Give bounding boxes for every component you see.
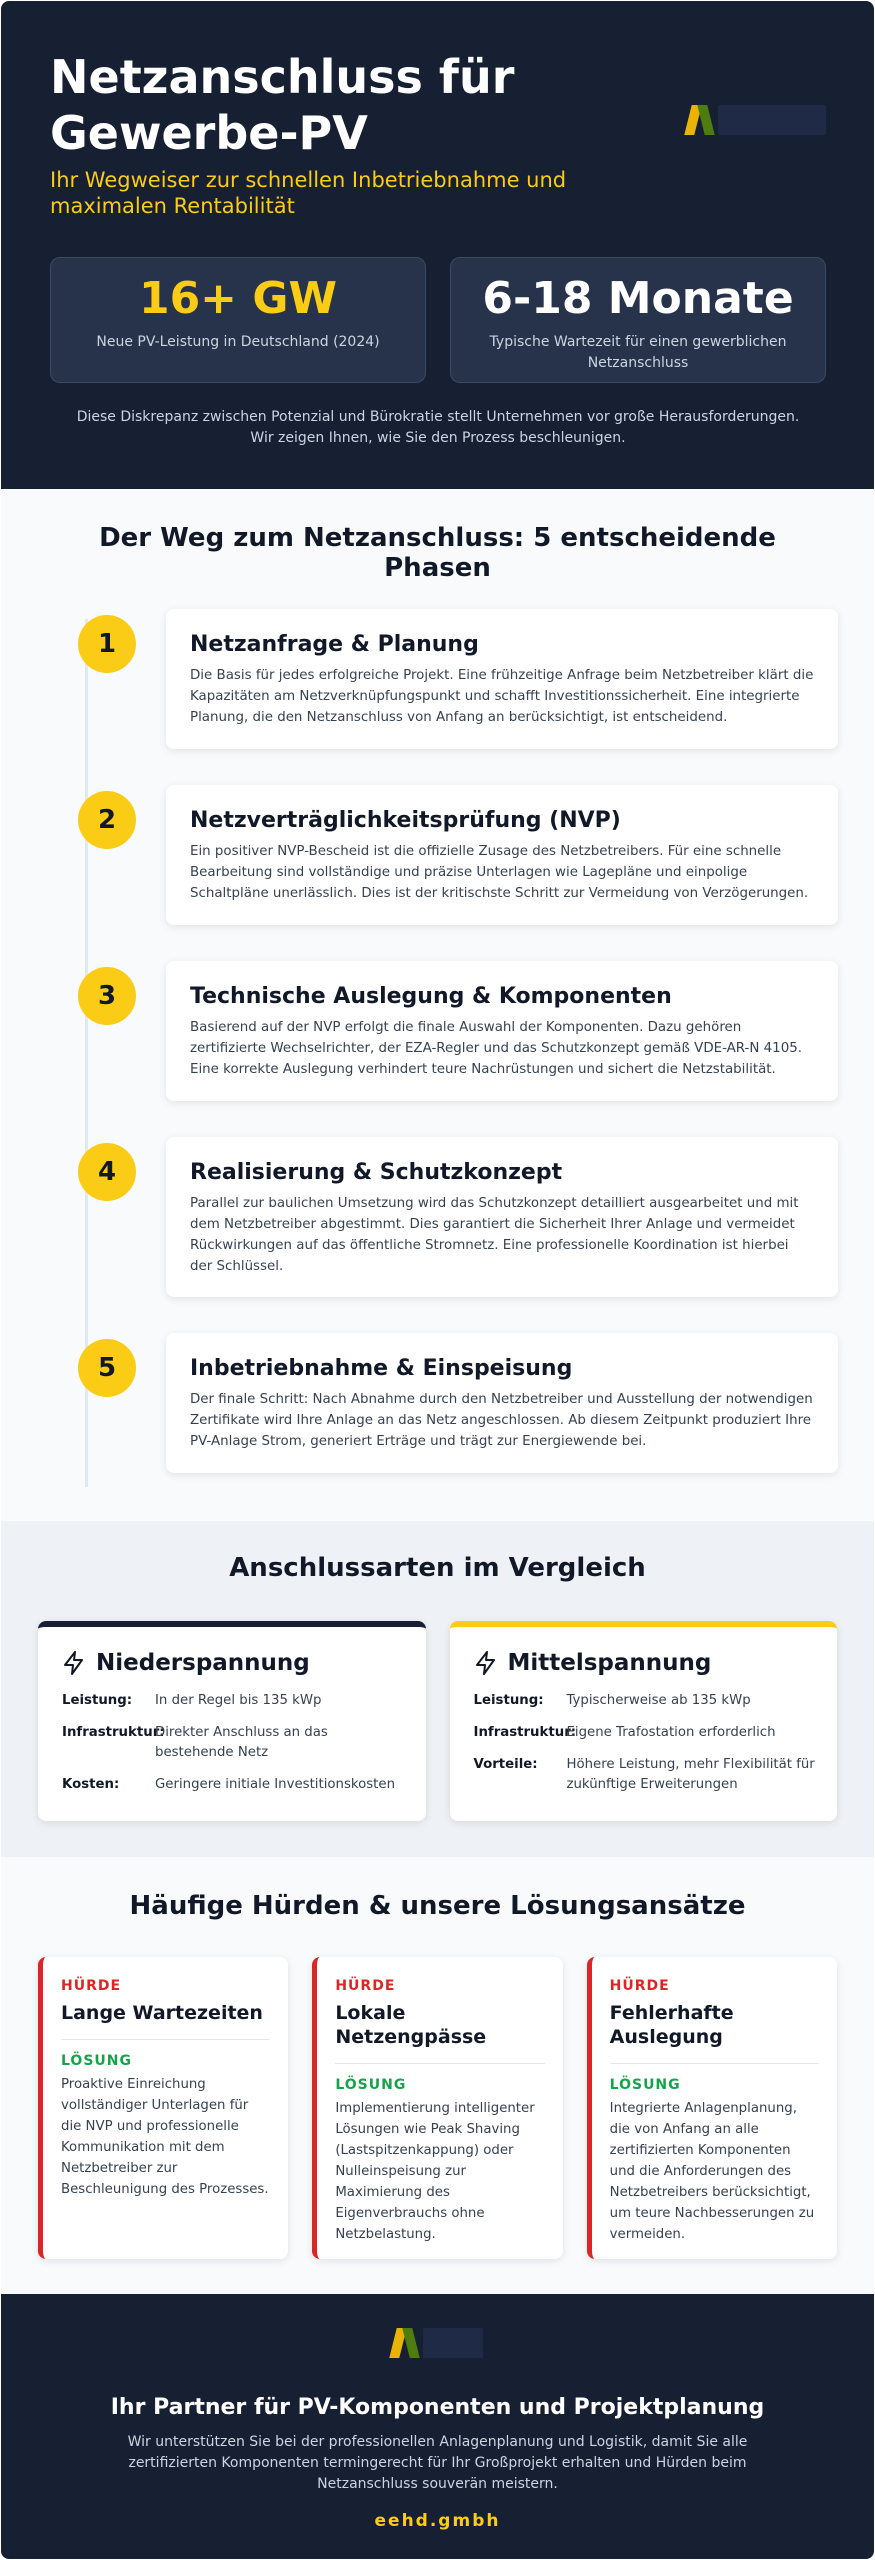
comparison-title: Anschlussarten im Vergleich (229, 1553, 646, 1583)
row-value: Typischerweise ab 135 kWp (566, 1693, 751, 1708)
phase-number: 4 (78, 1143, 136, 1201)
stat-label: Neue PV-Leistung in Deutschland (2024) (96, 334, 380, 350)
comparison-card-header (62, 1649, 404, 1677)
phase-number: 2 (78, 791, 136, 849)
infographic-page (1, 1, 874, 2559)
footer-section (1, 2294, 874, 2559)
stat-value: 6-18 Monate (482, 273, 794, 324)
solution-text: Implementierung intelligenter Lösungen wie Peak Shaving (Lastspitzenkappung) oder Nulleinspeisung zur Maximierung des Eigenverbrauchs ohne Netzbelastung. (335, 2101, 535, 2242)
phase-card (166, 609, 838, 749)
comparison-cards (38, 1621, 837, 1821)
solution-text: Integrierte Anlagenplanung, die von Anfang an alle zertifizierten Komponenten und die Anforderungen des Netzbetreibers berücksichtigt, um teure Nachbesserungen zu vermeiden. (609, 2101, 815, 2242)
row-value: In der Regel bis 135 kWp (155, 1693, 322, 1708)
phase-text: Ein positiver NVP-Bescheid ist die offizielle Zusage des Netzbetreibers. Für eine schnelle Bearbeitung sind vollständige und präzise Unterlagen wie Lagepläne und einpolige Schaltpläne unerlässlich. Dies ist der kritischste Schritt zur Vermeidung von Verzögerungen. (190, 844, 809, 901)
footer-title: Ihr Partner für PV-Komponenten und Projektplanung (110, 2395, 765, 2420)
phase-text: Basierend auf der NVP erfolgt die finale Auswahl der Komponenten. Dazu gehören zertifizierte Wechselrichter, der EZA-Regler und das Schutzkonzept gemäß VDE-AR-N 4105. Eine korrekte Auslegung verhindert teure Nachrüstungen und sichert die Netzstabilität. (190, 1020, 802, 1077)
hurdle-tag: HÜRDE (61, 1978, 122, 1994)
phase-text: Der finale Schritt: Nach Abnahme durch den Netzbetreiber und Ausstellung der notwendigen Zertifikate wird Ihre Anlage an das Netz angeschlossen. Ab diesem Zeitpunkt produziert Ihre PV-Anlage Strom, generiert Erträge und trägt zur Energiewende bei. (190, 1392, 813, 1449)
phase-title: Netzverträglichkeitsprüfung (NVP) (190, 808, 621, 833)
hurdle-tag: HÜRDE (609, 1978, 670, 1994)
row-key: Vorteile: (473, 1757, 538, 1772)
row-value: Eigene Trafostation erforderlich (566, 1725, 776, 1740)
stat-card-capacity (50, 257, 426, 383)
phase-number: 1 (78, 615, 136, 673)
hurdle-title: Lange Wartezeiten (61, 2001, 270, 2040)
comparison-rows (62, 1691, 404, 1795)
phase-title: Realisierung & Schutzkonzept (190, 1160, 563, 1185)
hero-section (1, 1, 874, 489)
phase-text: Die Basis für jedes erfolgreiche Projekt. Eine frühzeitige Anfrage beim Netzbetreiber klärt die Kapazitäten am Netzverknüpfungspunkt und schafft Investitionssicherheit. Eine integrierte Planung, die den Netzanschluss von Anfang an berücksichtigt, ist entscheidend. (190, 668, 814, 725)
phase-number: 3 (78, 967, 136, 1025)
hurdle-card-waiting-times (38, 1957, 288, 2259)
logo-mark-green (697, 105, 714, 135)
lightning-bolt-icon (62, 1650, 86, 1676)
company-logo (1, 2328, 874, 2358)
phase-title: Inbetriebnahme & Einspeisung (190, 1356, 573, 1381)
phase-title: Technische Auslegung & Komponenten (190, 984, 672, 1009)
phase-text: Parallel zur baulichen Umsetzung wird das Schutzkonzept detailliert ausgearbeitet und mit dem Netzbetreiber abgestimmt. Dies garantiert die Sicherheit Ihrer Anlage und vermeidet Rückwirkungen auf das öffentliche Stromnetz. Eine professionelle Koordination ist hierbei der Schlüssel. (190, 1196, 799, 1274)
stat-value: 16+ GW (138, 273, 338, 324)
hurdle-card-grid-bottlenecks (312, 1957, 562, 2259)
hurdle-title: Fehlerhafte Auslegung (610, 2001, 819, 2064)
logo-mark-green (402, 2328, 419, 2358)
comparison-row (62, 1775, 404, 1795)
row-key: Infrastruktur: (473, 1725, 577, 1740)
row-value: Geringere initiale Investitionskosten (155, 1777, 395, 1792)
row-key: Infrastruktur: (62, 1725, 165, 1740)
comparison-card-title: Niederspannung (96, 1650, 310, 1676)
comparison-card-medium-voltage (450, 1621, 838, 1821)
row-key: Leistung: (62, 1693, 133, 1708)
comparison-card-low-voltage (38, 1621, 426, 1821)
logo-wordmark (423, 2328, 483, 2358)
solution-text: Proaktive Einreichung vollständiger Unterlagen für die NVP und professionelle Kommunikation mit dem Netzbetreiber zur Beschleunigung des Prozesses. (61, 2077, 269, 2197)
comparison-rows (474, 1691, 816, 1795)
row-key: Leistung: (473, 1693, 544, 1708)
comparison-row (62, 1723, 404, 1763)
hurdle-card-faulty-design (587, 1957, 837, 2259)
footer-domain-link[interactable]: eehd.gmbh (374, 2511, 501, 2531)
hurdles-title: Häufige Hürden & unsere Lösungsansätze (129, 1891, 746, 1921)
stat-label: Typische Wartezeit für einen gewerblichen Netzanschluss (489, 334, 787, 371)
phase-number: 5 (78, 1339, 136, 1397)
row-value: Direkter Anschluss an das bestehende Netz (155, 1725, 328, 1760)
phase-card (166, 961, 838, 1101)
hero-title: Netzanschluss für Gewerbe-PV (50, 50, 515, 160)
lightning-bolt-icon (474, 1650, 498, 1676)
comparison-card-title: Mittelspannung (507, 1650, 712, 1676)
comparison-section (1, 1521, 874, 1857)
comparison-row (474, 1691, 816, 1711)
footer-text: Wir unterstützen Sie bei der professionellen Anlagenplanung und Logistik, damit Sie alle zertifizierten Komponenten termingerecht für Ihr Großprojekt erhalten und Hürden beim Netzanschluss souverän meistern. (127, 2434, 748, 2492)
phase-card (166, 785, 838, 925)
solution-tag: LÖSUNG (609, 2077, 681, 2093)
phases-title: Der Weg zum Netzanschluss: 5 entscheidende Phasen (99, 523, 776, 583)
stat-card-waiting-time (450, 257, 826, 383)
logo-wordmark (718, 105, 826, 135)
row-value: Höhere Leistung, mehr Flexibilität für zukünftige Erweiterungen (566, 1757, 815, 1792)
phase-card (166, 1333, 838, 1473)
phase-title: Netzanfrage & Planung (190, 632, 479, 657)
solution-tag: LÖSUNG (61, 2053, 132, 2069)
company-logo (688, 105, 826, 135)
hurdle-tag: HÜRDE (335, 1978, 396, 1994)
comparison-row (474, 1755, 816, 1795)
row-key: Kosten: (62, 1777, 120, 1792)
comparison-card-header (474, 1649, 816, 1677)
comparison-row (62, 1691, 404, 1711)
hurdle-title: Lokale Netzengpässe (335, 2001, 544, 2064)
comparison-row (474, 1723, 816, 1743)
hero-note: Diese Diskrepanz zwischen Potenzial und Bürokratie stellt Unternehmen vor große Herausforderungen. Wir zeigen Ihnen, wie Sie den Prozess beschleunigen. (76, 409, 800, 446)
hurdle-cards (38, 1957, 837, 2259)
stats-row (50, 257, 826, 383)
phase-card (166, 1137, 838, 1297)
hero-subtitle: Ihr Wegweiser zur schnellen Inbetriebnahme und maximalen Rentabilität (50, 168, 567, 218)
solution-tag: LÖSUNG (335, 2077, 407, 2093)
hurdles-section (1, 1857, 874, 2294)
phases-section (1, 489, 874, 1521)
